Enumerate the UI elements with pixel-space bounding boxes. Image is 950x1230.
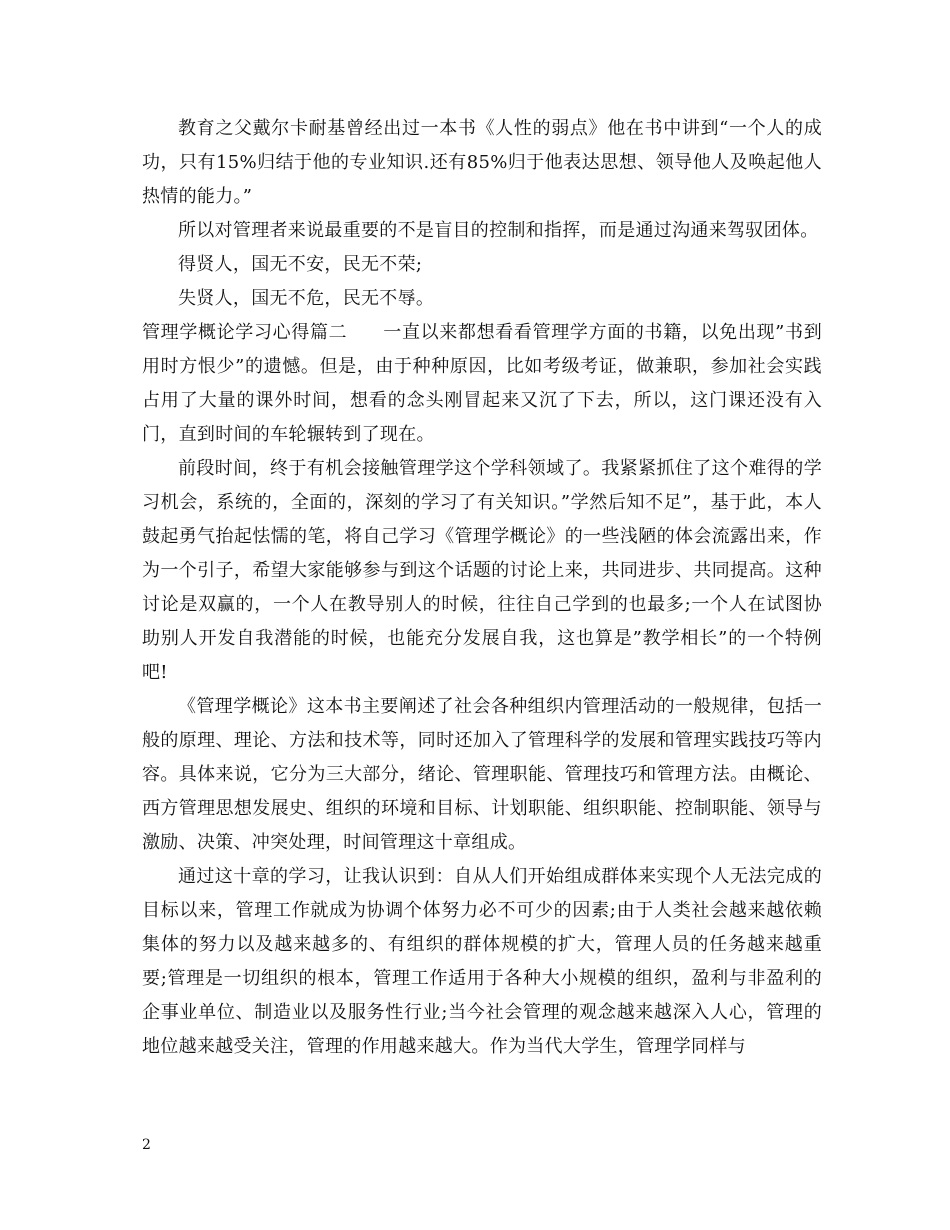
page-number: 2 [142,1137,151,1153]
section-two-paragraph [142,316,822,452]
document-page [142,112,822,1064]
paragraph-book-summary: 《管理学概论》这本书主要阐述了社会各种组织内管理活动的一般规律，包括一般的原理、理论、方法和技术等，同时还加入了管理科学的发展和管理实践技巧等内容。具体来说，它分为三大部分，绪论、管理职能、管理技巧和管理方法。由概论、西方管理思想发展史、组织的环境和目标、计划职能、组织职能、控制职能、领导与激励、决策、冲突处理，时间管理这十章组成。 [142,696,822,853]
paragraph-learning-opportunity: 前段时间，终于有机会接触管理学这个学科领域了。我紧紧抓住了这个难得的学习机会，系统的，全面的，深刻的学习了有关知识。”学然后知不足”，基于此，本人鼓起勇气抬起怯懦的笔，将自己学习《管理学概论》的一些浅陋的体会流露出来，作为一个引子，希望大家能够参与到这个话题的讨论上来，共同进步、共同提高。这种讨论是双赢的，一个人在教导别人的时候，往往自己学到的也最多;一个人在试图协助别人开发自我潜能的时候，也能充分发展自我，这也算是”教学相长”的一个特例吧! [142,458,822,683]
paragraph-chapter-reflection: 通过这十章的学习，让我认识到：自从人们开始组成群体来实现个人无法完成的目标以来，管理工作就成为协调个体努力必不可少的因素;由于人类社会越来越依赖集体的努力以及越来越多的、有组织的群体规模的扩大，管理人员的任务越来越重要;管理是一切组织的根本，管理工作适用于各种大小规模的组织，盈利与非盈利的企事业单位、制造业以及服务性行业;当今社会管理的观念越来越深入人心，管理的地位越来越受关注，管理的作用越来越大。作为当代大学生，管理学同样与 [142,866,822,1057]
section-heading: 管理学概论学习心得篇二 [142,322,348,343]
paragraph-carnegie-quote: 教育之父戴尔卡耐基曾经出过一本书《人性的弱点》他在书中讲到“一个人的成功，只有15%归结于他的专业知识.还有85%归于他表达思想、领导他人及唤起他人热情的能力。” [142,118,822,207]
paragraph-proverb-line-2: 失贤人，国无不危，民无不辱。 [178,288,435,309]
section-first-paragraph-text: 一直以来都想看看管理学方面的书籍，以免出现”书到用时方恨少”的遗憾。但是，由于种种原因，比如考级考证，做兼职，参加社会实践占用了大量的课外时间，想看的念头刚冒起来又沉了下去，所以，这门课还没有入门，直到时间的车轮辗转到了现在。 [142,322,822,445]
paragraph-manager-communication: 所以对管理者来说最重要的不是盲目的控制和指挥，而是通过沟通来驾驭团体。 [178,220,819,241]
paragraph-proverb-line-1: 得贤人，国无不安，民无不荣; [178,254,423,275]
